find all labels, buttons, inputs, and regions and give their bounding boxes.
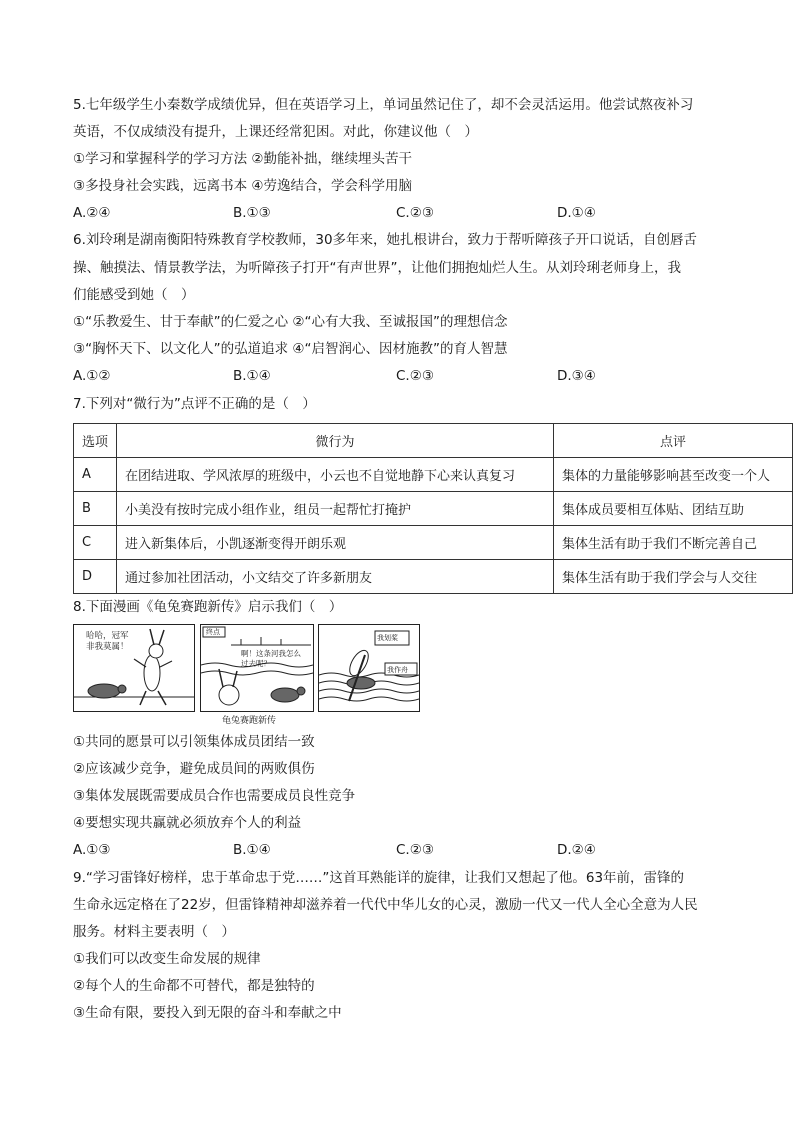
q7-table <box>73 423 793 594</box>
q9-stem-line-3: 服务。材料主要表明（ ） <box>73 924 235 940</box>
q6-stem-line-3: 们能感受到她（ ） <box>73 287 195 303</box>
q6-option-a: A.①② <box>73 368 111 384</box>
q5-item-line-1: ①学习和掌握科学的学习方法 ②勤能补拙，继续埋头苦干 <box>73 151 412 167</box>
table-cell-behavior: 小美没有按时完成小组作业，组员一起帮忙打掩护 <box>117 492 554 526</box>
q6-stem-line-1: 6.刘玲琍是湖南衡阳特殊教育学校教师，30多年来，她扎根讲台，致力于帮听障孩子开口说话，自创唇舌 <box>73 232 698 248</box>
table-header-option: 选项 <box>74 424 117 458</box>
q8-item-line-1: ①共同的愿景可以引领集体成员团结一致 <box>73 734 315 750</box>
comic-label-boat: 我作舟 <box>387 666 408 674</box>
q5-option-a: A.②④ <box>73 205 111 221</box>
q9-item-line-3: ③生命有限，要投入到无限的奋斗和奉献之中 <box>73 1005 342 1021</box>
q5-stem-line-2: 英语，不仅成绩没有提升，上课还经常犯困。对此，你建议他（ ） <box>73 124 478 140</box>
q9-item-line-2: ②每个人的生命都不可替代，都是独特的 <box>73 978 315 994</box>
table-cell-behavior: 在团结进取、学风浓厚的班级中，小云也不自觉地静下心来认真复习 <box>117 458 554 492</box>
q8-item-line-4: ④要想实现共赢就必须放弃个人的利益 <box>73 815 302 831</box>
q8-stem: 8.下面漫画《龟兔赛跑新传》启示我们（ ） <box>73 599 343 615</box>
table-header-behavior: 微行为 <box>117 424 554 458</box>
comic-panel-1 <box>73 624 195 712</box>
table-row <box>74 560 793 594</box>
q6-option-d: D.③④ <box>557 368 596 384</box>
q6-option-c: C.②③ <box>396 368 434 384</box>
q6-item-line-1: ①“乐教爱生、甘于奉献”的仁爱之心 ②“心有大我、至诚报国”的理想信念 <box>73 314 508 330</box>
table-cell-option: C <box>74 526 117 560</box>
q8-option-b: B.①④ <box>233 842 271 858</box>
q9-item-line-1: ①我们可以改变生命发展的规律 <box>73 951 261 967</box>
comic-panel-2 <box>200 624 314 712</box>
table-cell-comment: 集体成员要相互体贴、团结互助 <box>554 492 793 526</box>
comic-speech-2: 啊！这条河我怎么过去呢？ <box>241 649 301 668</box>
q5-option-d: D.①④ <box>557 205 596 221</box>
table-cell-option: D <box>74 560 117 594</box>
comic-panel-3 <box>318 624 420 712</box>
comic-finish-sign: 终点 <box>206 628 220 636</box>
q6-stem-line-2: 操、触摸法、情景教学法，为听障孩子打开“有声世界”，让他们拥抱灿烂人生。从刘玲琍老师身上，我 <box>73 260 681 276</box>
comic-speech-1: 哈哈，冠军非我莫属！ <box>86 631 129 652</box>
q6-option-b: B.①④ <box>233 368 271 384</box>
table-header-comment: 点评 <box>554 424 793 458</box>
q5-option-b: B.①③ <box>233 205 271 221</box>
comic-caption: 龟兔赛跑新传 <box>222 716 277 726</box>
table-row <box>74 458 793 492</box>
table-cell-comment: 集体生活有助于我们学会与人交往 <box>554 560 793 594</box>
table-cell-behavior: 通过参加社团活动，小文结交了许多新朋友 <box>117 560 554 594</box>
q8-option-d: D.②④ <box>557 842 596 858</box>
q5-option-c: C.②③ <box>396 205 434 221</box>
table-row <box>74 526 793 560</box>
q7-stem: 7.下列对“微行为”点评不正确的是（ ） <box>73 396 316 412</box>
q9-stem-line-1: 9.“学习雷锋好榜样，忠于革命忠于党……”这首耳熟能详的旋律，让我们又想起了他。63年前，雷锋的 <box>73 870 685 886</box>
table-header-row <box>74 424 793 458</box>
table-cell-behavior: 进入新集体后，小凯逐渐变得开朗乐观 <box>117 526 554 560</box>
q8-option-c: C.②③ <box>396 842 434 858</box>
q8-item-line-3: ③集体发展既需要成员合作也需要成员良性竞争 <box>73 788 356 804</box>
table-cell-comment: 集体的力量能够影响甚至改变一个人 <box>554 458 793 492</box>
q8-option-a: A.①③ <box>73 842 111 858</box>
q8-item-line-2: ②应该减少竞争，避免成员间的两败俱伤 <box>73 761 315 777</box>
q5-item-line-2: ③多投身社会实践，远离书本 ④劳逸结合，学会科学用脑 <box>73 178 412 194</box>
q6-item-line-2: ③“胸怀天下、以文化人”的弘道追求 ④“启智润心、因材施教”的育人智慧 <box>73 341 508 357</box>
table-cell-option: A <box>74 458 117 492</box>
table-cell-option: B <box>74 492 117 526</box>
q5-stem-line-1: 5.七年级学生小秦数学成绩优异，但在英语学习上，单词虽然记住了，却不会灵活运用。他尝试熬夜补习 <box>73 97 694 113</box>
table-cell-comment: 集体生活有助于我们不断完善自己 <box>554 526 793 560</box>
table-row <box>74 492 793 526</box>
comic-label-paddle: 我划桨 <box>377 634 398 642</box>
q9-stem-line-2: 生命永远定格在了22岁，但雷锋精神却滋养着一代代中华儿女的心灵，激励一代又一代人全心全意为人民 <box>73 897 698 913</box>
